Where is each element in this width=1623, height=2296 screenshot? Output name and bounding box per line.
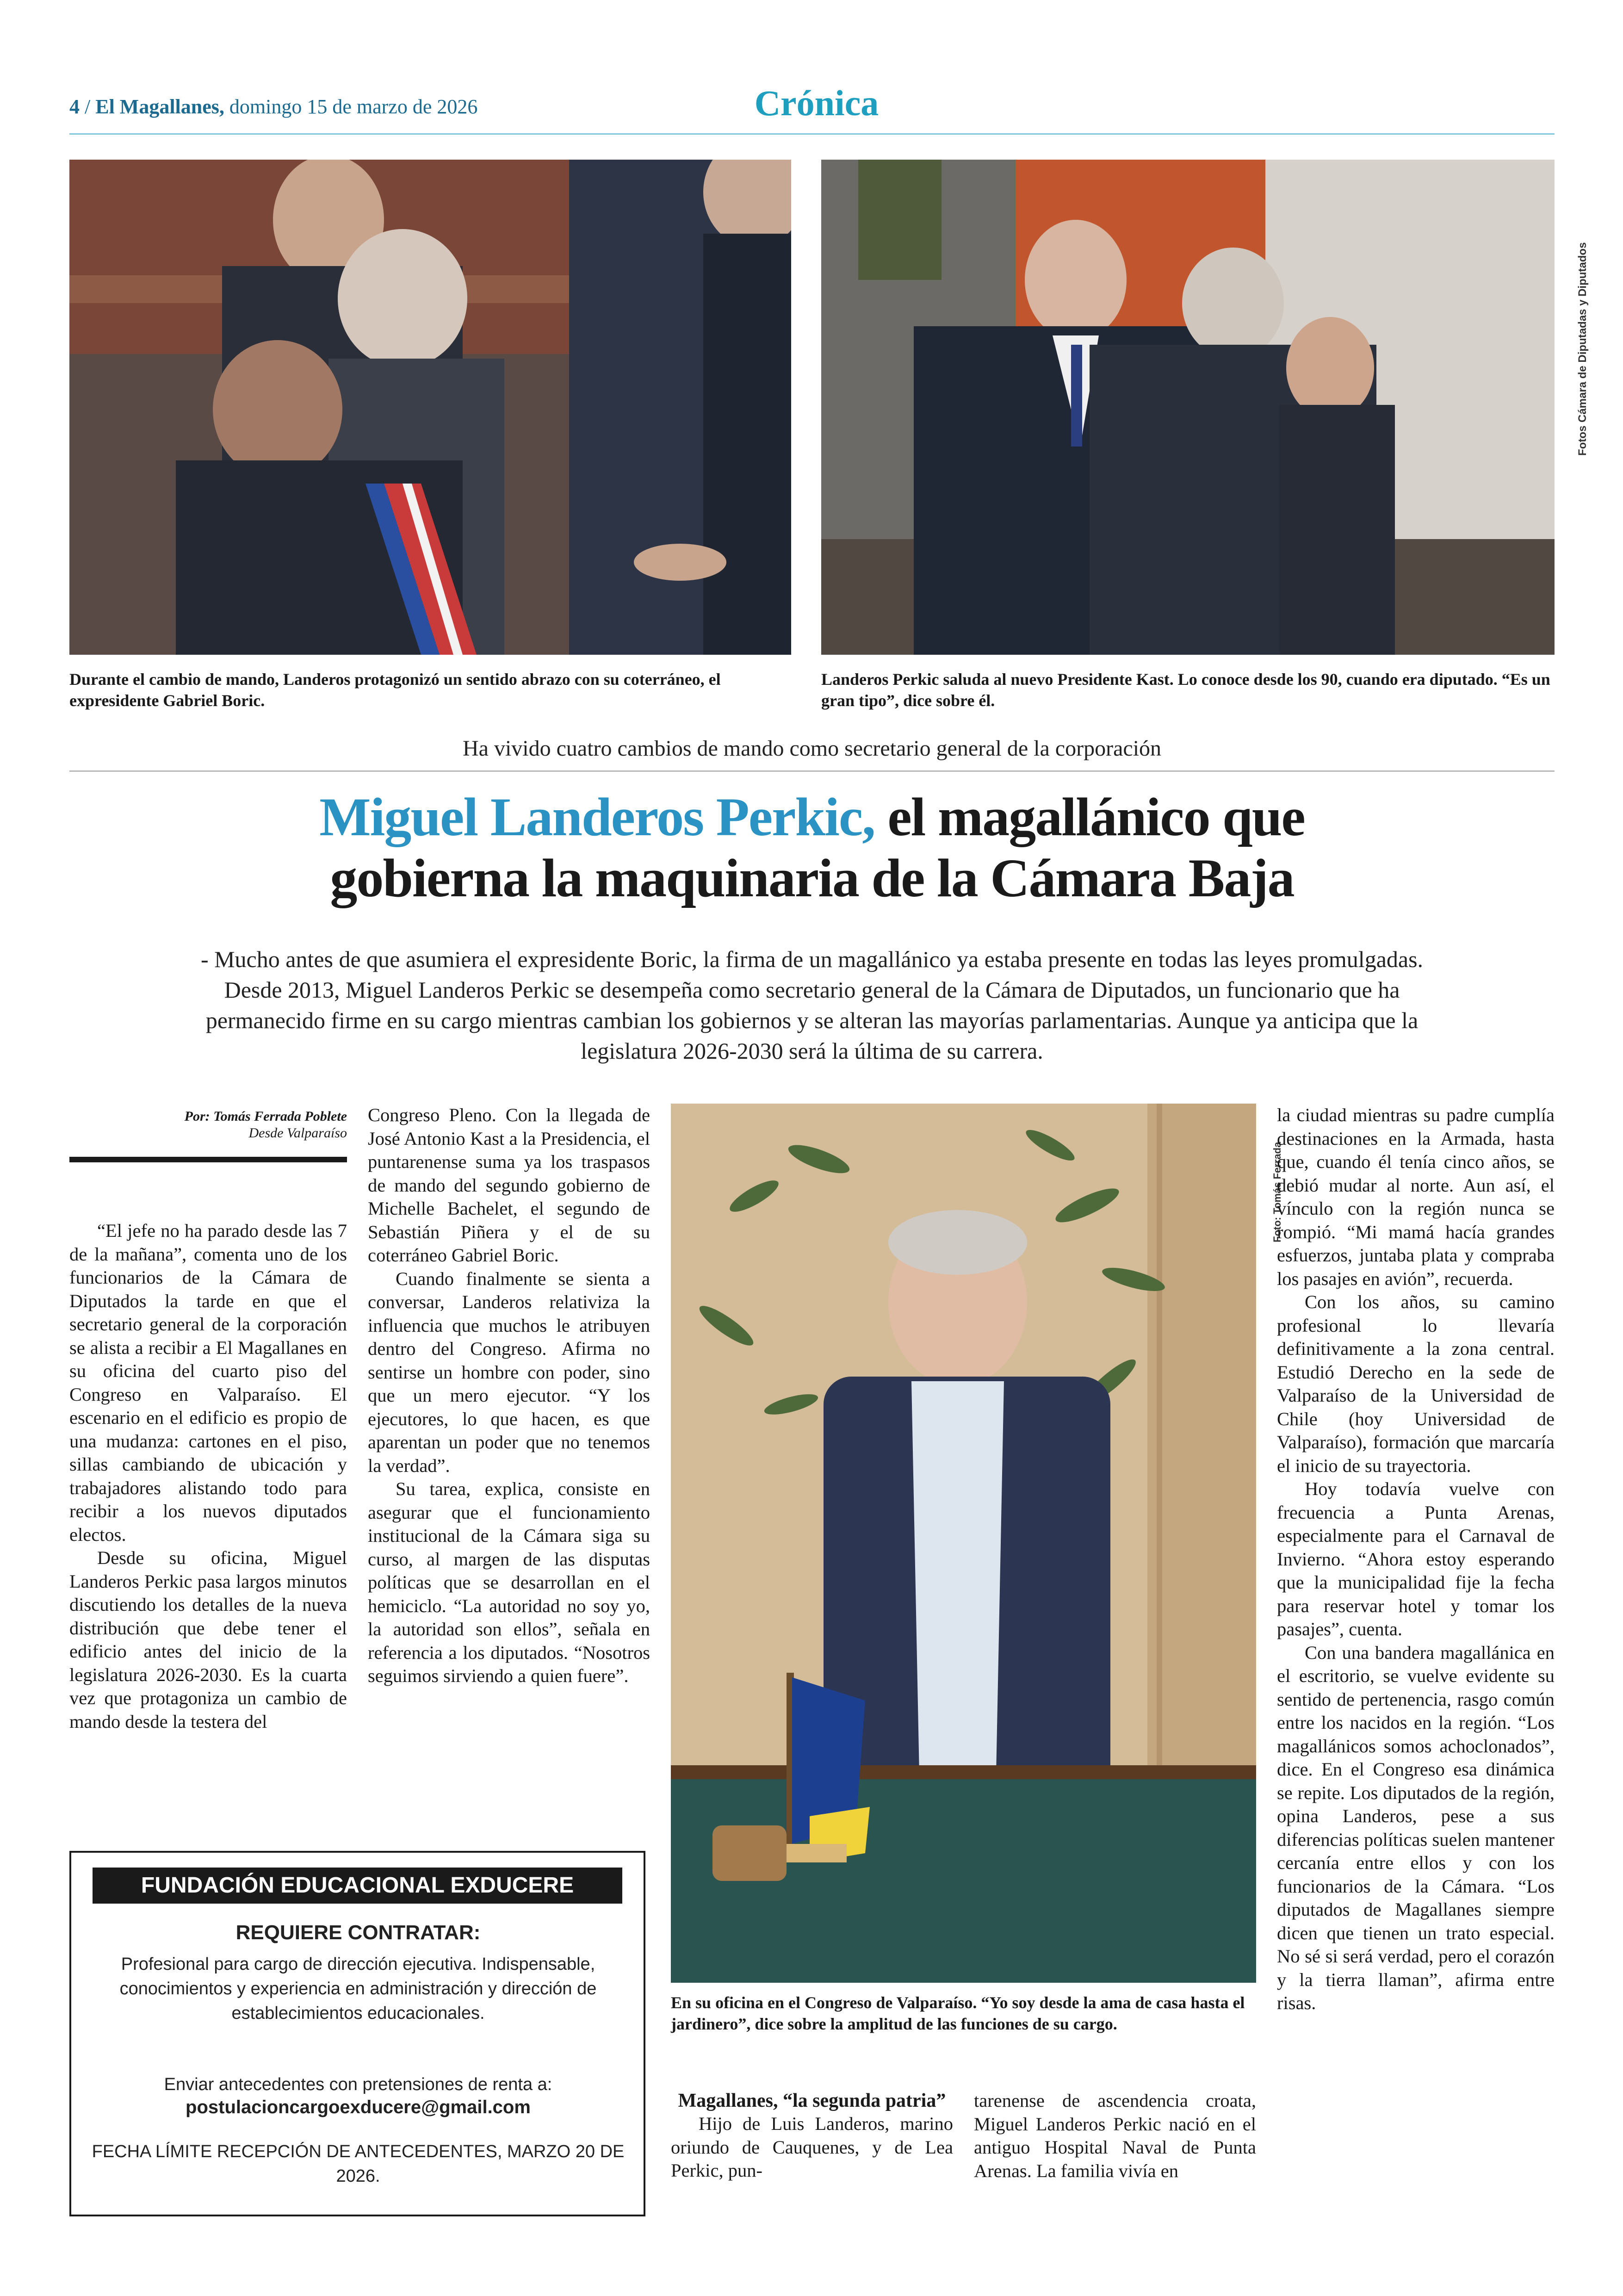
paragraph: tarenense de ascendencia croata, Miguel Landeros Perkic nació en el antiguo Hospital Naval de Punta Arenas. La familia vivía en <box>974 2090 1256 2181</box>
page-folio <box>69 95 477 118</box>
body-column-3a <box>671 2089 953 2183</box>
photo-kast-greeting <box>821 160 1555 655</box>
body-column-3b <box>974 2089 1256 2183</box>
paragraph: Su tarea, explica, consiste en asegurar que el funcionamiento institucional de la Cámara siga su curso, al margen de las disputas políticas que se desarrollan en el hemiciclo. “La autoridad no soy yo, la autoridad son ellos”, señala en referencia a los diputados. “Nosotros seguimos sirviendo a quien fuere”. <box>368 1478 650 1686</box>
folio-separator: / <box>80 95 96 118</box>
photo-credit-top-text: Fotos Cámara de Diputadas y Diputados <box>1576 242 1589 456</box>
headline-rest: el magallánico que <box>874 787 1305 847</box>
subhead-segunda-patria: Magallanes, “la segunda patria” <box>678 2090 946 2111</box>
ad-requiere: REQUIERE CONTRATAR: <box>235 1921 481 1944</box>
photo-boric-embrace <box>69 160 791 655</box>
ad-title: FUNDACIÓN EDUCACIONAL EXDUCERE <box>93 1868 622 1904</box>
photo-landeros-office <box>671 1104 1256 1983</box>
publication-date: domingo 15 de marzo de 2026 <box>224 95 478 118</box>
paragraph: Con los años, su camino profesional lo llevaría definitivamente a la zona central. Estudió Derecho en la sede de Valparaíso de la Universidad de Chile (hoy Universidad de Valparaíso), formación que marcaría el inicio de su trayectoria. <box>1277 1291 1555 1476</box>
header-divider <box>69 133 1555 135</box>
job-advertisement <box>69 1851 645 2216</box>
paragraph: Hoy todavía vuelve con frecuencia a Punta Arenas, especialmente para el Carnaval de Invierno. “Ahora estoy esperando que la municipalidad fije la fecha para reservar hotel y tomar los pasajes”, cuenta. <box>1277 1478 1555 1639</box>
paragraph: Desde su oficina, Miguel Landeros Perkic pasa largos minutos discutiendo los detalles de la nueva distribución que debe tener el edificio antes del inicio de la legislatura 2026-2030. Es la cuarta vez que protagoniza un cambio de mando desde la testera del <box>69 1547 347 1732</box>
paragraph: Cuando finalmente se sienta a conversar, Landeros relativiza la influencia que muchos le atribuyen dentro del Congreso. Afirma no sentirse un hombre con poder, sino que un mero ejecutor. “Y los ejecutores, lo que hacen, es que aparentan un poder que no tenemos la verdad”. <box>368 1268 650 1476</box>
paragraph: la ciudad mientras su padre cumplía destinaciones en la Armada, hasta que, cuando él tenía cinco años, se debió mudar al norte. Aun así, el vínculo con la región nunca se rompió. “Mi mamá hacía grandes esfuerzos, juntaba plata y compraba los pasajes en avión”, recuerda. <box>1277 1105 1555 1289</box>
byline-divider <box>69 1157 347 1162</box>
body-column-2 <box>368 1104 650 1688</box>
article-kicker: Ha vivido cuatro cambios de mando como secretario general de la corporación <box>462 736 1162 761</box>
ad-email[interactable]: postulacioncargoexducere@gmail.com <box>186 2097 531 2117</box>
paragraph: “El jefe no ha parado desde las 7 de la mañana”, comenta uno de los funcionarios de la Cámara de Diputados la tarde en que el secretario general de la corporación se alista a recibir a El Magallanes en su oficina del cuarto piso del Congreso en Valparaíso. El escenario en el edificio es propio de una mudanza: cartones en el piso, sillas cambiando de ubicación y trabajadores alistando todo para recibir a los nuevos diputados electos. <box>69 1220 347 1545</box>
byline <box>69 1108 347 1142</box>
ad-deadline: FECHA LÍMITE RECEPCIÓN DE ANTECEDENTES, MARZO 20 DE 2026. <box>92 2142 625 2186</box>
body-column-1 <box>69 1219 347 1733</box>
photo-credit-portrait <box>1258 1104 1283 1270</box>
page-number: 4 <box>69 95 80 118</box>
byline-author: Por: Tomás Ferrada Poblete <box>184 1109 347 1124</box>
photo-credit-portrait-text: Foto: Tomás Ferrada <box>1271 1142 1283 1242</box>
article-deck: - Mucho antes de que asumiera el expresidente Boric, la firma de un magallánico ya estaba presente en todas las leyes promulgadas. Desde 2013, Miguel Landeros Perkic se desempeña como secretario general de la Cámara de Diputados, un funcionario que ha permanecido firme en su cargo mientras cambian los gobiernos y se alteran las mayorías parlamentarias. Aunque ya anticipa que la legislatura 2026-2030 será la última de su carrera. <box>200 946 1424 1064</box>
body-column-4 <box>1277 1104 1555 2015</box>
ad-description: Profesional para cargo de dirección ejecutiva. Indispensable, conocimientos y experiencia en administración y dirección de establecimientos educacionales. <box>119 1955 597 2023</box>
byline-place: Desde Valparaíso <box>248 1125 347 1141</box>
headline-line-2: gobierna la maquinaria de la Cámara Baja <box>330 848 1294 908</box>
caption-kast-greeting: Landeros Perkic saluda al nuevo Presidente Kast. Lo conoce desde los 90, cuando era diputado. “Es un gran tipo”, dice sobre él. <box>821 670 1550 710</box>
headline-highlight: Miguel Landeros Perkic, <box>319 787 875 847</box>
photo-credit-top <box>1561 160 1589 456</box>
paragraph: Con una bandera magallánica en el escritorio, se vuelve evidente su sentido de pertenencia, rasgo común entre los nacidos en la región. “Los magallánicos somos achoclonados”, dice. En el Congreso esa dinámica se repite. Los diputados de la región, opina Landeros, pese a sus diferencias políticas suelen mantener cercanía entre ellos y con los funcionarios de la Cámara. “Los diputados de Magallanes siempre dicen que tienen un trato especial. No sé si será verdad, pero el corazón y la tierra llaman”, afirma entre risas. <box>1277 1642 1555 2013</box>
paragraph: Hijo de Luis Landeros, marino oriundo de Cauquenes, y de Lea Perkic, pun- <box>671 2113 953 2181</box>
article-headline <box>69 787 1555 909</box>
kicker-divider <box>69 770 1555 772</box>
section-title: Crónica <box>754 83 879 123</box>
caption-landeros-office: En su oficina en el Congreso de Valparaíso. “Yo soy desde la ama de casa hasta el jardinero”, dice sobre la amplitud de las funciones de su cargo. <box>671 1993 1245 2033</box>
newspaper-name: El Magallanes, <box>95 95 224 118</box>
paragraph: Congreso Pleno. Con la llegada de José Antonio Kast a la Presidencia, el puntarenense suma ya los traspasos de mando del segundo gobierno de Michelle Bachelet, el segundo de Sebastián Piñera y el de su coterráneo Gabriel Boric. <box>368 1105 650 1266</box>
caption-boric-embrace: Durante el cambio de mando, Landeros protagonizó un sentido abrazo con su coterráneo, el expresidente Gabriel Boric. <box>69 670 721 710</box>
ad-send-instructions: Enviar antecedentes con pretensiones de renta a: <box>164 2075 552 2094</box>
